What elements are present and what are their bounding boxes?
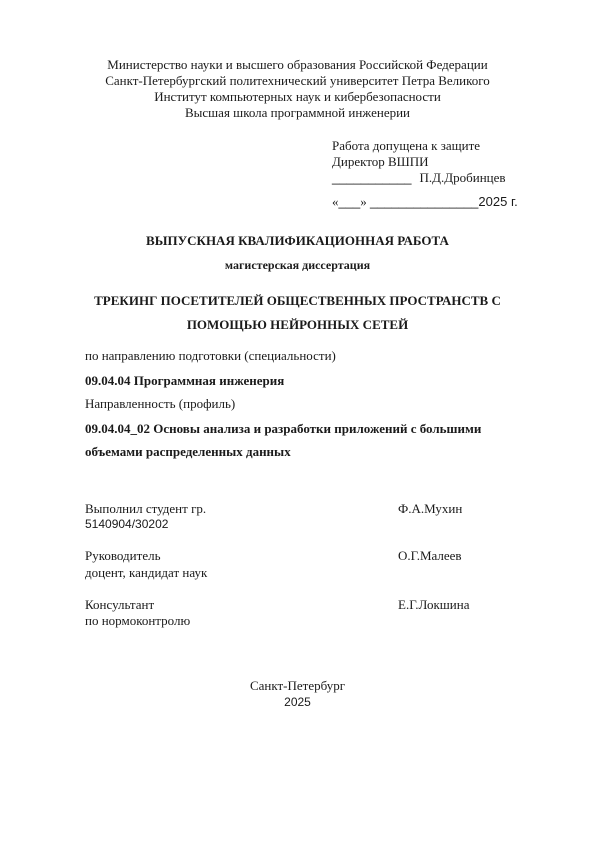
topic-line-1: ТРЕКИНГ ПОСЕТИТЕЛЕЙ ОБЩЕСТВЕННЫХ ПРОСТРАНСТВ С — [94, 293, 501, 308]
supervisor-name: О.Г.Малеев — [398, 548, 462, 563]
date-year: 2025 г. — [478, 194, 518, 209]
consultant-name: Е.Г.Локшина — [398, 597, 470, 612]
profile-value-line-2: объемами распределенных данных — [85, 444, 291, 459]
director-name: П.Д.Дробинцев — [419, 170, 506, 185]
approval-director-title: Директор ВШПИ — [332, 154, 429, 169]
doc-type-title: ВЫПУСКНАЯ КВАЛИФИКАЦИОННАЯ РАБОТА — [146, 233, 449, 248]
consultant-sub: по нормоконтролю — [85, 613, 191, 628]
supervisor-title: доцент, кандидат наук — [85, 565, 208, 580]
date-day-blank: ___ — [338, 194, 361, 209]
approval-admitted: Работа допущена к защите — [332, 138, 481, 153]
footer-year: 2025 — [284, 695, 311, 709]
date-close-quote: » — [360, 194, 370, 209]
direction-value: 09.04.04 Программная инженерия — [85, 373, 285, 388]
date-open-quote: « — [332, 194, 339, 209]
student-name: Ф.А.Мухин — [398, 501, 463, 516]
profile-label: Направленность (профиль) — [85, 396, 236, 411]
direction-label: по направлению подготовки (специальности) — [85, 348, 336, 363]
topic-line-2: ПОМОЩЬЮ НЕЙРОННЫХ СЕТЕЙ — [186, 317, 409, 332]
footer-city: Санкт-Петербург — [249, 678, 346, 693]
supervisor-label: Руководитель — [85, 548, 161, 563]
profile-value-line-1: 09.04.04_02 Основы анализа и разработки приложений с большими — [85, 421, 482, 436]
date-month-blank: _______________ — [369, 194, 479, 209]
header-ministry: Министерство науки и высшего образования Российской Федерации — [107, 57, 488, 72]
header-school: Высшая школа программной инженерии — [185, 105, 410, 120]
student-label: Выполнил студент гр. — [85, 501, 207, 516]
consultant-label: Консультант — [85, 597, 155, 612]
student-group: 5140904/30202 — [85, 517, 169, 531]
header-university: Санкт-Петербургский политехнический университет Петра Великого — [105, 73, 490, 88]
approval-date-line — [332, 194, 518, 210]
approval-signature-line — [332, 170, 506, 186]
signature-blank: ___________ — [332, 170, 412, 185]
doc-subtype: магистерская диссертация — [224, 258, 371, 272]
header-institute: Институт компьютерных наук и кибербезопасности — [154, 89, 441, 104]
